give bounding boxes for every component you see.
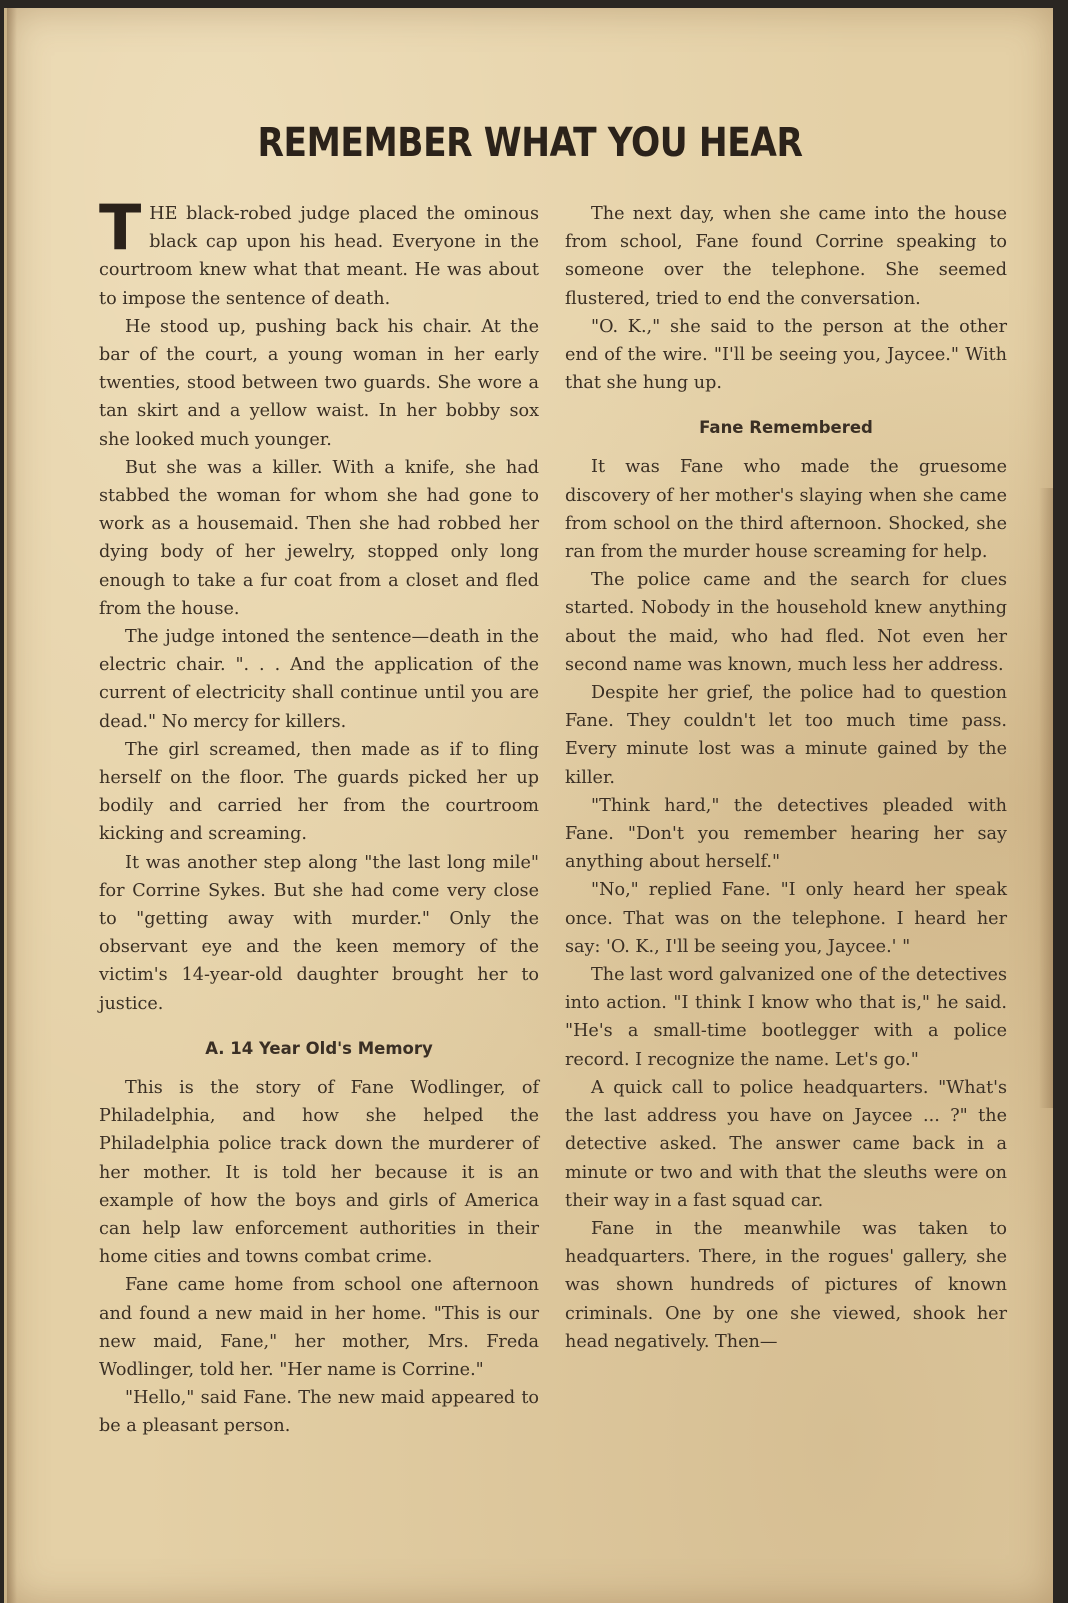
right-column — [565, 200, 1007, 1356]
paragraph: The police came and the search for clues started. Nobody in the household knew anything about the maid, who had fled. Not even her second name was known, much less her address. — [565, 570, 1007, 675]
paragraph: Fane came home from school one afternoon and found a new maid in her home. "This is our new maid, Fane," her mother, Mrs. Freda Wodlinger, told her. "Her name is Corrine." — [99, 1275, 539, 1380]
page-edge-wear — [1039, 488, 1053, 1108]
paragraph: The girl screamed, then made as if to fling herself on the floor. The guards picked her up bodily and carried her from the courtroom kicking and screaming. — [99, 739, 539, 845]
section-heading: Fane Remembered — [699, 418, 873, 438]
paragraph — [99, 191, 539, 313]
paragraph: Fane in the meanwhile was taken to headquarters. There, in the rogues' gallery, she was shown hundreds of pictures of known criminals. One by one she viewed, shook her head negatively. Then— — [565, 1218, 1007, 1352]
paragraph: Despite her grief, the police had to question Fane. They couldn't let too much time pass. Every minute lost was a minute gained by the killer. — [565, 683, 1007, 788]
paragraph-text: HE black-robed judge placed the ominous black cap upon his head. Everyone in the courtroom knew what that meant. He was about to impose the sentence of death. — [99, 204, 539, 309]
paragraph: "Hello," said Fane. The new maid appeared to be a pleasant person. — [99, 1388, 539, 1437]
paragraph: "Think hard," the detectives pleaded with Fane. "Don't you remember hearing her say anything about herself." — [565, 795, 1007, 873]
paragraph: This is the story of Fane Wodlinger, of Philadelphia, and how she helped the Philadelphia police track down the murderer of her mother. It is told her because it is an example of how the boys and girls of America can help law enforcement authorities in their home cities and towns combat crime. — [99, 1077, 539, 1268]
paragraph: But she was a killer. With a knife, she had stabbed the woman for whom she had gone to work as a housemaid. Then she had robbed her dying body of her jewelry, stopped only long enough to take a fur coat from a closet and fled from the house. — [99, 457, 539, 619]
paragraph: It was another step along "the last long mile" for Corrine Sykes. But she had come very close to "getting away with murder." Only the observant eye and the keen memory of the victim's 14-year-old daughter brought her to justice. — [99, 852, 539, 1014]
paragraph: He stood up, pushing back his chair. At the bar of the court, a young woman in her early twenties, stood between two guards. She wore a tan skirt and a yellow waist. In her bobby sox she looked much younger. — [99, 316, 539, 450]
paragraph: "O. K.," she said to the person at the other end of the wire. "I'll be seeing you, Jaycee." With that she hung up. — [565, 316, 1007, 394]
paragraph: The next day, when she came into the house from school, Fane found Corrine speaking to someone over the telephone. She seemed flustered, tried to end the conversation. — [565, 204, 1007, 309]
paragraph: The last word galvanized one of the detectives into action. "I think I know who that is," he said. "He's a small-time bootlegger with a police record. I recognize the name. Let's go." — [565, 965, 1007, 1070]
paragraph: A quick call to police headquarters. "What's the last address you have on Jaycee ... ?" the detective asked. The answer came back in a minute or two and with that the sleuths were on their way in a fast squad car. — [565, 1077, 1007, 1211]
page-title: REMEMBER WHAT YOU HEAR — [257, 120, 803, 166]
paragraph: The judge intoned the sentence—death in the electric chair. ". . . And the application of the current of electricity shall continue until you are dead." No mercy for killers. — [99, 627, 539, 732]
left-column — [99, 191, 539, 1441]
section-heading: A. 14 Year Old's Memory — [205, 1038, 433, 1058]
page-spine-shadow — [7, 8, 17, 1603]
magazine-page — [4, 8, 1053, 1603]
paragraph: It was Fane who made the gruesome discovery of her mother's slaying when she came from school on the third afternoon. Shocked, she ran from the murder house screaming for help. — [565, 457, 1007, 563]
drop-cap: T — [99, 191, 142, 264]
paragraph: "No," replied Fane. "I only heard her speak once. That was on the telephone. I heard her say: 'O. K., I'll be seeing you, Jaycee.' " — [565, 880, 1007, 957]
